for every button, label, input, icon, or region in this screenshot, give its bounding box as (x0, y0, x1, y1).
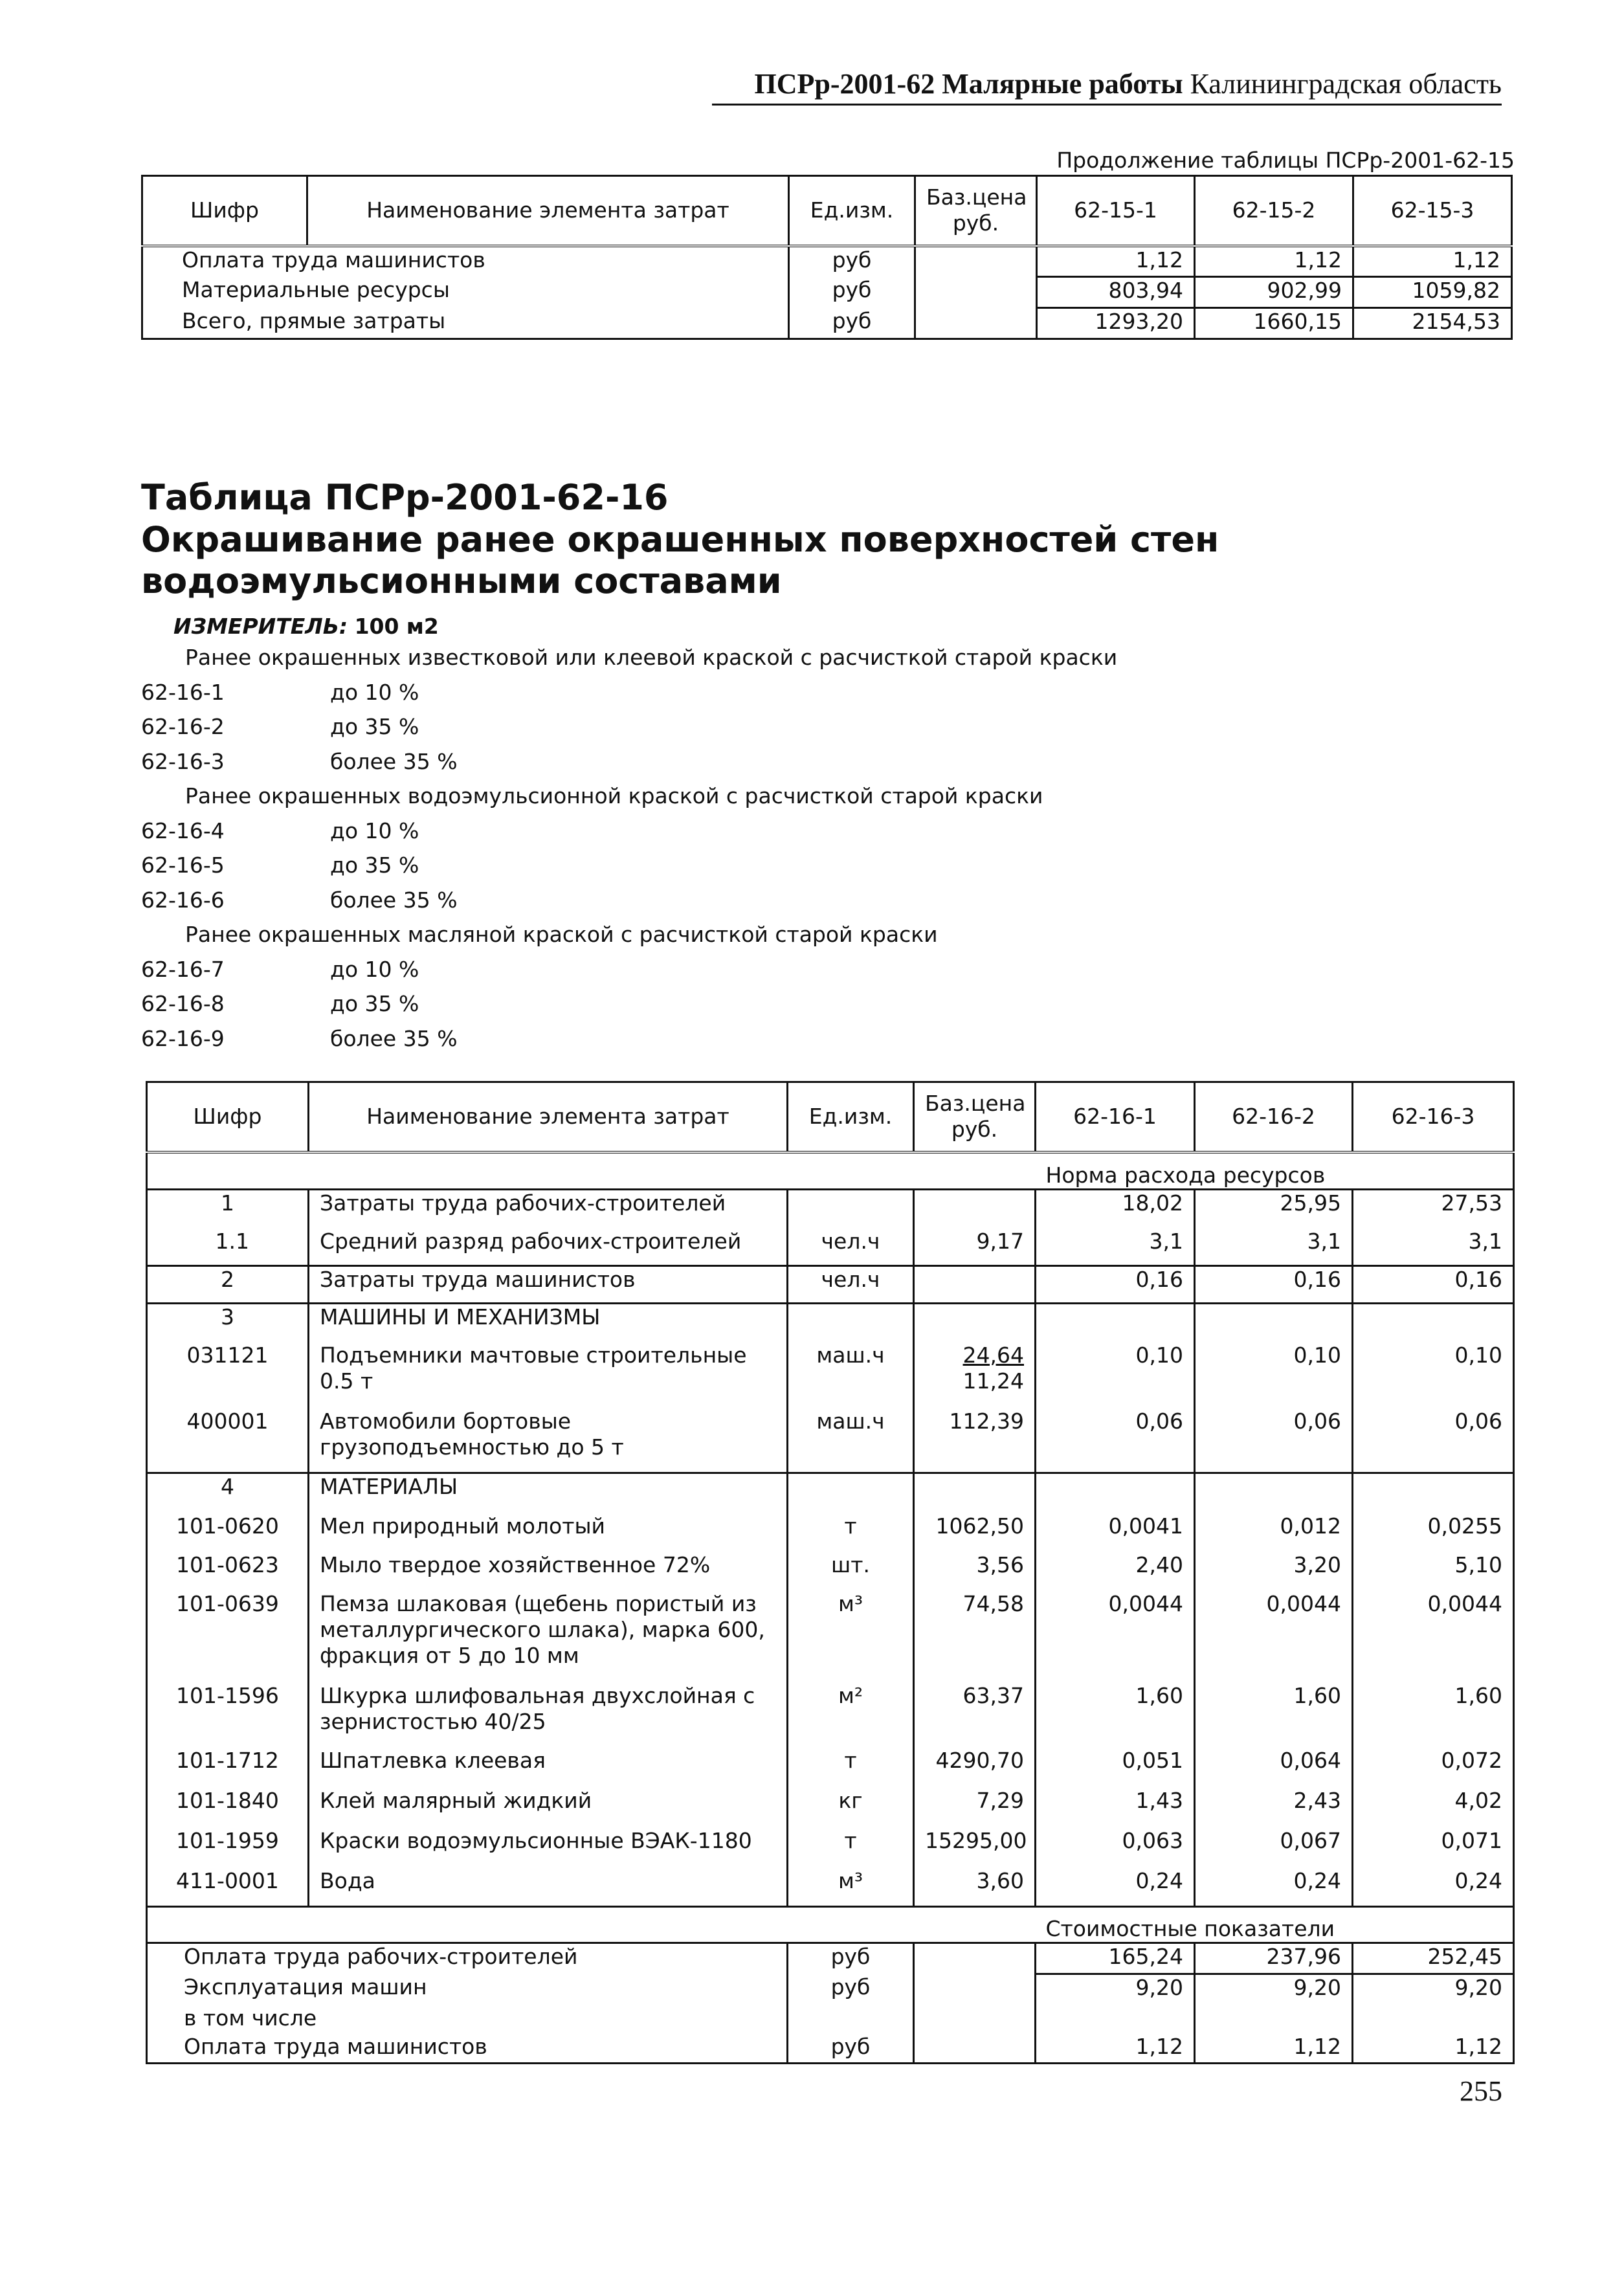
price-value-secondary: 11,24 (962, 1368, 1024, 1394)
cell-price: 7,29 (914, 1788, 1036, 1828)
cell-unit (788, 1190, 914, 1229)
section-spacer (147, 1152, 1036, 1190)
cell-value: 1059,82 (1353, 277, 1512, 308)
cell-unit: т (788, 1748, 914, 1788)
cell-value (1195, 1304, 1353, 1342)
cell-value: 0,16 (1353, 1266, 1514, 1304)
table-row (147, 1552, 1514, 1591)
spec-desc: до 10 % (330, 956, 419, 982)
cell-value: 0,16 (1036, 1266, 1195, 1304)
table-row (147, 1342, 1514, 1409)
cell-unit (788, 1304, 914, 1342)
spec-code: 62-16-2 (141, 714, 225, 739)
cell-value: 0,0041 (1036, 1513, 1195, 1552)
spec-code: 62-16-4 (141, 818, 225, 843)
cell-value: 0,071 (1353, 1828, 1514, 1868)
cell-value: 3,1 (1353, 1229, 1514, 1266)
cell-price (915, 246, 1037, 277)
col-header: 62-15-1 (1037, 176, 1195, 246)
table-subtitle: Окрашивание ранее окрашенных поверхностей стен водоэмульсионными составами (141, 519, 1219, 601)
cell-value: 0,16 (1195, 1266, 1353, 1304)
cell-price: 74,58 (914, 1591, 1036, 1683)
table-main (146, 1081, 1515, 2064)
cell-code: 101-1596 (147, 1683, 309, 1748)
cell-code: 101-0623 (147, 1552, 309, 1591)
cell-value: 0,0255 (1353, 1513, 1514, 1552)
col-header: Ед.изм. (789, 176, 915, 246)
cell-value: 0,012 (1195, 1513, 1353, 1552)
cell-value: 5,10 (1353, 1552, 1514, 1591)
page-number: 255 (1460, 2075, 1502, 2107)
table-row (147, 1828, 1514, 1868)
section-spacer (147, 1907, 1036, 1943)
cell-code: 4 (147, 1473, 309, 1513)
cell-name: МАТЕРИАЛЫ (309, 1473, 788, 1513)
spec-code: 62-16-6 (141, 887, 225, 913)
header-section: Малярные работы (942, 68, 1183, 100)
cell-value: 0,0044 (1195, 1591, 1353, 1683)
cell-price: 9,17 (914, 1229, 1036, 1266)
cell-unit: чел.ч (788, 1229, 914, 1266)
cell-value: 1,12 (1353, 2034, 1514, 2064)
cell-name: Автомобили бортовые грузоподъемностью до 5 т (309, 1409, 788, 1473)
cell-price: 15295,00 (914, 1828, 1036, 1868)
spec-item (141, 749, 1117, 784)
cell-unit (788, 2005, 914, 2034)
col-header: Наименование элемента затрат (309, 1082, 788, 1152)
table-row (147, 2034, 1514, 2064)
header-code: ПСРр-2001-62 (754, 68, 935, 100)
cell-price (915, 308, 1037, 339)
table-row (147, 1304, 1514, 1342)
cell-value: 1,12 (1037, 246, 1195, 277)
cell-unit: т (788, 1828, 914, 1868)
cell-name: Шкурка шлифовальная двухслойная с зернистостью 40/25 (309, 1683, 788, 1748)
cell-name: Оплата труда рабочих-строителей (147, 1943, 788, 1974)
spec-item (141, 714, 1117, 749)
cell-value (1353, 1304, 1514, 1342)
table-row (147, 1683, 1514, 1748)
cell-value: 1,60 (1036, 1683, 1195, 1748)
cell-price: 63,37 (914, 1683, 1036, 1748)
table-row (147, 1748, 1514, 1788)
cell-value: 2,43 (1195, 1788, 1353, 1828)
cell-unit: кг (788, 1788, 914, 1828)
cell-code: 101-0639 (147, 1591, 309, 1683)
cell-value: 1,43 (1036, 1788, 1195, 1828)
cell-value (1353, 2005, 1514, 2034)
cell-unit: руб (788, 1943, 914, 1974)
table-row (147, 1788, 1514, 1828)
cell-value (1195, 1473, 1353, 1513)
table-previous (141, 175, 1513, 340)
cell-value (1036, 1473, 1195, 1513)
cell-code: 1 (147, 1190, 309, 1229)
cell-code: 2 (147, 1266, 309, 1304)
cell-value: 25,95 (1195, 1190, 1353, 1229)
cell-price (914, 1943, 1036, 1974)
cell-price: 3,56 (914, 1552, 1036, 1591)
cell-value: 0,064 (1195, 1748, 1353, 1788)
cell-value: 902,99 (1195, 277, 1353, 308)
spec-code: 62-16-5 (141, 852, 225, 878)
cell-code: 101-1712 (147, 1748, 309, 1788)
cell-value: 0,067 (1195, 1828, 1353, 1868)
cell-unit: шт. (788, 1552, 914, 1591)
cell-name: Краски водоэмульсионные ВЭАК-1180 (309, 1828, 788, 1868)
cell-name: Затраты труда машинистов (309, 1266, 788, 1304)
spec-item (141, 957, 1117, 992)
cell-name: в том числе (147, 2005, 788, 2034)
table-row (147, 2005, 1514, 2034)
cell-value: 0,24 (1036, 1868, 1195, 1907)
col-header: Шифр (147, 1082, 309, 1152)
table-row (147, 1591, 1514, 1683)
spec-item (141, 818, 1117, 853)
cell-unit: руб (788, 1974, 914, 2005)
cell-value: 0,10 (1195, 1342, 1353, 1409)
cell-price (914, 1974, 1036, 2005)
cell-unit: т (788, 1513, 914, 1552)
cell-value: 27,53 (1353, 1190, 1514, 1229)
cell-price: 4290,70 (914, 1748, 1036, 1788)
cell-name: Оплата труда машинистов (147, 2034, 788, 2064)
spec-code: 62-16-7 (141, 956, 225, 982)
col-header: 62-16-2 (1195, 1082, 1353, 1152)
cell-unit: руб (789, 277, 915, 308)
spec-desc: более 35 % (330, 748, 458, 774)
spec-code: 62-16-9 (141, 1025, 225, 1051)
spec-desc: более 35 % (330, 1025, 458, 1051)
cell-value: 3,1 (1036, 1229, 1195, 1266)
spec-desc: до 35 % (330, 852, 419, 878)
table-row (147, 1266, 1514, 1304)
cell-value: 1,60 (1195, 1683, 1353, 1748)
col-header: Ед.изм. (788, 1082, 914, 1152)
cell-value: 0,072 (1353, 1748, 1514, 1788)
spec-item (141, 680, 1117, 715)
cell-unit (788, 1473, 914, 1513)
cell-value: 0,10 (1036, 1342, 1195, 1409)
spec-code: 62-16-1 (141, 679, 225, 705)
cell-price (915, 277, 1037, 308)
measure (173, 614, 439, 640)
table-title: Таблица ПСРр-2001-62-16 (141, 477, 669, 518)
spec-desc: до 10 % (330, 818, 419, 843)
cell-value: 0,10 (1353, 1342, 1514, 1409)
cell-name: Подъемники мачтовые строительные 0.5 т (309, 1342, 788, 1409)
cell-price (914, 1342, 1036, 1409)
cell-unit: маш.ч (788, 1342, 914, 1409)
cell-price: 112,39 (914, 1409, 1036, 1473)
cell-price (914, 1473, 1036, 1513)
spec-group: Ранее окрашенных известковой или клеевой краской с расчисткой старой краски (185, 645, 1118, 670)
cell-value: 165,24 (1036, 1943, 1195, 1974)
col-header: 62-16-1 (1036, 1082, 1195, 1152)
cell-value: 1660,15 (1195, 308, 1353, 339)
table-row (147, 1868, 1514, 1907)
col-header: Баз.цена руб. (915, 176, 1037, 246)
cell-name: Вода (309, 1868, 788, 1907)
cell-name: Пемза шлаковая (щебень пористый из металлургического шлака), марка 600, фракция от 5 до 10 мм (309, 1591, 788, 1683)
spec-item (141, 852, 1117, 887)
norm-label: Норма расхода ресурсов (1036, 1152, 1514, 1190)
cell-code: 101-1959 (147, 1828, 309, 1868)
cell-value: 0,06 (1036, 1409, 1195, 1473)
cell-unit: руб (789, 308, 915, 339)
cell-value (1195, 2005, 1353, 2034)
table-row (147, 1974, 1514, 2005)
cell-name: Мел природный молотый (309, 1513, 788, 1552)
col-header: 62-15-3 (1353, 176, 1512, 246)
table-row (147, 1229, 1514, 1266)
cell-unit: м² (788, 1683, 914, 1748)
spec-item (141, 1026, 1117, 1061)
cell-value: 3,20 (1195, 1552, 1353, 1591)
cell-price (914, 2005, 1036, 2034)
cell-name: Мыло твердое хозяйственное 72% (309, 1552, 788, 1591)
cell-value: 1,60 (1353, 1683, 1514, 1748)
col-header: Баз.цена руб. (914, 1082, 1036, 1152)
spec-item (141, 887, 1117, 922)
col-header: 62-15-2 (1195, 176, 1353, 246)
spec-list (141, 645, 1117, 1060)
cell-value: 1,12 (1353, 246, 1512, 277)
cell-unit: м³ (788, 1868, 914, 1907)
cell-code: 101-0620 (147, 1513, 309, 1552)
cell-value: 3,1 (1195, 1229, 1353, 1266)
table-row (142, 277, 1512, 308)
cell-name: Материальные ресурсы (142, 277, 789, 308)
cell-unit: чел.ч (788, 1266, 914, 1304)
cell-value: 4,02 (1353, 1788, 1514, 1828)
cell-name: Средний разряд рабочих-строителей (309, 1229, 788, 1266)
table-row (147, 1943, 1514, 1974)
table-row (147, 1190, 1514, 1229)
cell-value (1036, 2005, 1195, 2034)
table-row (147, 1473, 1514, 1513)
spec-desc: до 35 % (330, 714, 419, 739)
cell-value: 1293,20 (1037, 308, 1195, 339)
cell-name: Эксплуатация машин (147, 1974, 788, 2005)
cell-value: 9,20 (1195, 1974, 1353, 2005)
cell-unit: руб (788, 2034, 914, 2064)
measure-label: ИЗМЕРИТЕЛЬ: (173, 614, 348, 639)
col-header: 62-16-3 (1353, 1082, 1514, 1152)
col-header: Шифр (142, 176, 307, 246)
cell-code: 1.1 (147, 1229, 309, 1266)
cell-value: 1,12 (1195, 2034, 1353, 2064)
cell-name: Всего, прямые затраты (142, 308, 789, 339)
cell-name: Шпатлевка клеевая (309, 1748, 788, 1788)
cell-value (1036, 1304, 1195, 1342)
cell-price (914, 1304, 1036, 1342)
cost-label: Стоимостные показатели (1036, 1907, 1514, 1943)
cell-code: 411-0001 (147, 1868, 309, 1907)
col-header: Наименование элемента затрат (307, 176, 789, 246)
header-region: Калининградская область (1190, 68, 1502, 100)
cell-value: 0,051 (1036, 1748, 1195, 1788)
cell-name: Затраты труда рабочих-строителей (309, 1190, 788, 1229)
spec-desc: до 10 % (330, 679, 419, 705)
cell-unit: м³ (788, 1591, 914, 1683)
table-row (142, 308, 1512, 339)
table-row (147, 1409, 1514, 1473)
cell-code: 101-1840 (147, 1788, 309, 1828)
cell-code: 3 (147, 1304, 309, 1342)
cell-value: 252,45 (1353, 1943, 1514, 1974)
cell-value: 0,24 (1195, 1868, 1353, 1907)
cell-value: 1,12 (1195, 246, 1353, 277)
cell-unit: маш.ч (788, 1409, 914, 1473)
cell-price (914, 2034, 1036, 2064)
spec-desc: до 35 % (330, 991, 419, 1016)
spec-group: Ранее окрашенных водоэмульсионной краской с расчисткой старой краски (185, 783, 1043, 808)
spec-code: 62-16-8 (141, 991, 225, 1016)
cell-value: 0,0044 (1353, 1591, 1514, 1683)
cell-name: Клей малярный жидкий (309, 1788, 788, 1828)
cell-value: 0,0044 (1036, 1591, 1195, 1683)
table-row (147, 1513, 1514, 1552)
cell-value: 1,12 (1036, 2034, 1195, 2064)
cell-value: 9,20 (1036, 1974, 1195, 2005)
spec-group: Ранее окрашенных масляной краской с расчисткой старой краски (185, 922, 938, 947)
cell-name: Оплата труда машинистов (142, 246, 789, 277)
cell-value: 803,94 (1037, 277, 1195, 308)
continuation-label: Продолжение таблицы ПСРр-2001-62-15 (1056, 148, 1515, 173)
measure-value: 100 м2 (354, 614, 439, 639)
page-header (712, 65, 1502, 106)
cell-price: 3,60 (914, 1868, 1036, 1907)
cell-price: 1062,50 (914, 1513, 1036, 1552)
table-row (142, 246, 1512, 277)
price-value: 24,64 (962, 1342, 1024, 1368)
cell-value: 2154,53 (1353, 308, 1512, 339)
cell-unit: руб (789, 246, 915, 277)
cell-value: 0,24 (1353, 1868, 1514, 1907)
spec-desc: более 35 % (330, 887, 458, 913)
cell-value: 18,02 (1036, 1190, 1195, 1229)
cell-name: МАШИНЫ И МЕХАНИЗМЫ (309, 1304, 788, 1342)
cell-value (1353, 1473, 1514, 1513)
cell-value: 237,96 (1195, 1943, 1353, 1974)
spec-code: 62-16-3 (141, 748, 225, 774)
spec-item (141, 991, 1117, 1026)
cell-value: 0,06 (1195, 1409, 1353, 1473)
cell-price (914, 1190, 1036, 1229)
cell-value: 9,20 (1353, 1974, 1514, 2005)
cell-value: 2,40 (1036, 1552, 1195, 1591)
cell-code: 031121 (147, 1342, 309, 1409)
cell-code: 400001 (147, 1409, 309, 1473)
cell-price (914, 1266, 1036, 1304)
cell-value: 0,063 (1036, 1828, 1195, 1868)
cell-value: 0,06 (1353, 1409, 1514, 1473)
